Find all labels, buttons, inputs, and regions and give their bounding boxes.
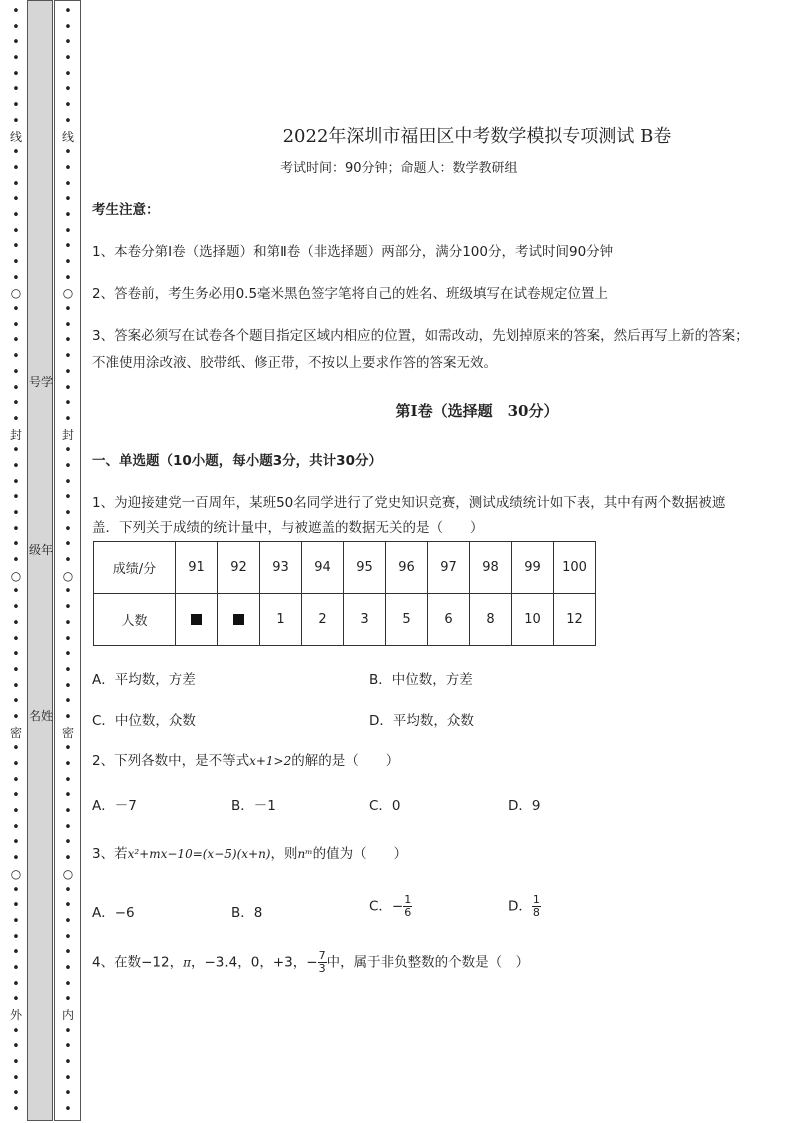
- outer-dot: •: [12, 176, 20, 192]
- name-label: 名姓: [28, 709, 53, 723]
- q3-stem-pre: 3、若: [92, 846, 128, 862]
- inner-dot: •: [64, 945, 72, 961]
- outer-dot: •: [12, 98, 20, 114]
- outer-dot: •: [12, 537, 20, 553]
- inner-dot: •: [64, 66, 72, 82]
- q3-stem: [92, 842, 752, 866]
- outer-dot: •: [12, 835, 20, 851]
- table-cell-score: 95: [344, 542, 386, 594]
- inner-dot: •: [64, 364, 72, 380]
- outer-seal-line: [8, 4, 24, 1118]
- outer-circle-mark: ○: [10, 286, 22, 301]
- outer-dot: •: [12, 474, 20, 490]
- outer-dot: •: [12, 709, 20, 725]
- inner-dot: •: [64, 4, 72, 19]
- table-cell-count: 8: [470, 594, 512, 646]
- inner-dot: •: [64, 98, 72, 114]
- q1-option-a: A．平均数，方差: [92, 672, 196, 688]
- outer-dot: •: [12, 113, 20, 129]
- outer-dot: •: [12, 851, 20, 867]
- outer-dot: •: [12, 1039, 20, 1055]
- inner-dot: •: [64, 19, 72, 35]
- inner-dot: •: [64, 1086, 72, 1102]
- inner-dot: •: [64, 741, 72, 757]
- inner-dot: •: [64, 788, 72, 804]
- outer-dot: •: [12, 976, 20, 992]
- inner-dot: •: [64, 176, 72, 192]
- table-cell-score: 93: [260, 542, 302, 594]
- outer-dot: •: [12, 521, 20, 537]
- q3-stem-post: 的值为（ ）: [312, 846, 408, 862]
- inner-dot: •: [64, 1023, 72, 1039]
- inner-dot: •: [64, 835, 72, 851]
- outer-dot: •: [12, 1070, 20, 1086]
- outer-dot: •: [12, 35, 20, 51]
- outer-dot: •: [12, 458, 20, 474]
- inner-dot: •: [64, 757, 72, 772]
- outer-dot: •: [12, 615, 20, 631]
- outer-seal-char: 外: [9, 1008, 22, 1022]
- inner-dot: •: [64, 160, 72, 176]
- q3-option-c-fraction: [403, 894, 412, 919]
- inner-circle-mark: ○: [62, 568, 74, 583]
- outer-seal-char: 封: [9, 427, 22, 442]
- outer-dot: •: [12, 662, 20, 678]
- notice-heading: 考生注意：: [92, 202, 160, 218]
- table-cell-score: 91: [176, 542, 218, 594]
- q4-stem-mid: ，−3.4，0，+3，−: [190, 954, 318, 971]
- inner-dot: •: [64, 396, 72, 412]
- inner-seal-char: 内: [61, 1008, 74, 1022]
- outer-dot: •: [12, 160, 20, 176]
- fraction-denominator: 3: [318, 962, 326, 975]
- outer-dot: •: [12, 396, 20, 412]
- q2-option-c: C．0: [369, 798, 401, 814]
- inner-dot: •: [64, 600, 72, 616]
- inner-dot: •: [64, 1055, 72, 1071]
- inner-dot: •: [64, 380, 72, 396]
- q3-option-b: B．8: [231, 905, 263, 921]
- outer-dot: •: [12, 1023, 20, 1039]
- inner-dot: •: [64, 270, 72, 286]
- notice-item-3: 3、答案必须写在试卷各个题目指定区域内相应的位置，如需改动，先划掉原来的答案，然后再写上新的答案；不准使用涂改液、胶带纸、修正带，不按以上要求作答的答案无效。: [92, 328, 749, 371]
- outer-dot: •: [12, 349, 20, 365]
- inner-dot: •: [64, 349, 72, 365]
- q1-stem: 1、为迎接建党一百周年，某班50名同学进行了党史知识竞赛，测试成绩统计如下表，其中有两个数据被遮盖．下列关于成绩的统计量中，与被遮盖的数据无关的是（ ）: [92, 495, 726, 536]
- q4-stem-post: 中，属于非负整数的个数是（ ）: [326, 954, 530, 971]
- inner-dot: •: [64, 882, 72, 898]
- q4-stem: [92, 950, 752, 975]
- inner-dot: •: [64, 239, 72, 255]
- outer-dot: •: [12, 51, 20, 67]
- inner-dot: •: [64, 678, 72, 694]
- q1-option-d: D．平均数，众数: [369, 713, 474, 729]
- notice-item-2: 2、答卷前，考生务必用0.5毫米黑色签字笔将自己的姓名、班级填写在试卷规定位置上: [92, 286, 609, 302]
- inner-dot: •: [64, 458, 72, 474]
- outer-dot: •: [12, 223, 20, 239]
- outer-dot: •: [12, 553, 20, 569]
- outer-dot: •: [12, 1102, 20, 1118]
- table-cell-score: 94: [302, 542, 344, 594]
- table-cell-score: 97: [428, 542, 470, 594]
- masked-square-icon: [191, 614, 202, 625]
- table-cell-count: 6: [428, 594, 470, 646]
- table-cell-count: [176, 594, 218, 646]
- masked-square-icon: [233, 614, 244, 625]
- inner-dot: •: [64, 333, 72, 349]
- inner-seal-char: 封: [61, 427, 74, 442]
- fraction-numerator: 1: [532, 893, 540, 906]
- table-row-scores: [94, 542, 596, 594]
- fraction-denominator: 8: [532, 906, 540, 919]
- inner-circle-mark: ○: [62, 286, 74, 301]
- q2-option-b: B．－1: [231, 798, 276, 814]
- table-cell-count: 2: [302, 594, 344, 646]
- table-cell-score: 99: [512, 542, 554, 594]
- inner-dot: •: [64, 615, 72, 631]
- outer-dot: •: [12, 772, 20, 788]
- outer-dot: •: [12, 364, 20, 380]
- inner-dot: •: [64, 898, 72, 914]
- inner-dot: •: [64, 1070, 72, 1086]
- outer-circle-mark: ○: [10, 568, 22, 583]
- section-title: 第I卷（选择题 30分）: [395, 402, 559, 420]
- q2-option-a: A．－7: [92, 798, 137, 814]
- outer-dot: •: [12, 317, 20, 333]
- q2-stem-post: 的解的是（ ）: [291, 753, 400, 769]
- inner-dot: •: [64, 929, 72, 945]
- table-cell-count: 12: [554, 594, 596, 646]
- q3-option-a: A．−6: [92, 905, 135, 921]
- inner-dot: •: [64, 443, 72, 459]
- inner-dot: •: [64, 1102, 72, 1118]
- outer-dot: •: [12, 1055, 20, 1071]
- outer-dot: •: [12, 4, 20, 19]
- table-cell-count: 3: [344, 594, 386, 646]
- q2-inequality: x+1>2: [249, 754, 292, 768]
- outer-dot: •: [12, 678, 20, 694]
- q3-option-d: [508, 894, 541, 919]
- inner-dot: •: [64, 647, 72, 663]
- table-cell-score: 96: [386, 542, 428, 594]
- page-title: 2022年深圳市福田区中考数学模拟专项测试 B卷: [282, 126, 672, 147]
- inner-dot: •: [64, 255, 72, 270]
- notice-item-1: 1、本卷分第I卷（选择题）和第Ⅱ卷（非选择题）两部分，满分100分，考试时间90分钟: [92, 244, 614, 260]
- outer-dot: •: [12, 506, 20, 521]
- q2-option-d: D．9: [508, 798, 541, 814]
- fraction-numerator: 1: [404, 893, 412, 906]
- inner-dot: •: [64, 490, 72, 506]
- table-cell-count: 1: [260, 594, 302, 646]
- q3-power: nᵐ: [297, 847, 313, 861]
- outer-dot: •: [12, 929, 20, 945]
- q3-option-d-prefix: D．: [508, 898, 532, 915]
- outer-circle-mark: ○: [10, 866, 22, 881]
- inner-dot: •: [64, 411, 72, 427]
- outer-dot: •: [12, 19, 20, 35]
- outer-dot: •: [12, 945, 20, 961]
- outer-dot: •: [12, 66, 20, 82]
- q4-pi: π: [183, 955, 191, 970]
- inner-dot: •: [64, 223, 72, 239]
- q1-score-table: [93, 541, 596, 646]
- outer-dot: •: [12, 443, 20, 459]
- inner-dot: •: [64, 694, 72, 710]
- inner-dot: •: [64, 207, 72, 223]
- fraction-denominator: 6: [404, 906, 412, 919]
- inner-dot: •: [64, 804, 72, 820]
- inner-dot: •: [64, 506, 72, 521]
- inner-seal-line: [60, 4, 76, 1118]
- outer-dot: •: [12, 741, 20, 757]
- outer-dot: •: [12, 192, 20, 208]
- outer-dot: •: [12, 584, 20, 600]
- table-header-score: 成绩/分: [94, 542, 176, 594]
- q2-stem-pre: 2、下列各数中，是不等式: [92, 753, 250, 769]
- outer-dot: •: [12, 804, 20, 820]
- outer-dot: •: [12, 788, 20, 804]
- inner-dot: •: [64, 976, 72, 992]
- binding-margin: [0, 0, 82, 1123]
- outer-dot: •: [12, 694, 20, 710]
- inner-dot: •: [64, 819, 72, 835]
- outer-dot: •: [12, 380, 20, 396]
- fraction-numerator: 7: [318, 949, 326, 962]
- table-cell-score: 100: [554, 542, 596, 594]
- table-cell-score: 98: [470, 542, 512, 594]
- inner-seal-char: 线: [61, 129, 74, 144]
- inner-dot: •: [64, 1039, 72, 1055]
- inner-dot: •: [64, 584, 72, 600]
- outer-dot: •: [12, 270, 20, 286]
- inner-dot: •: [64, 474, 72, 490]
- q3-option-c-prefix: C．−: [369, 898, 404, 915]
- q3-equation: x²+mx−10=(x−5)(x+n): [127, 847, 271, 861]
- q4-fraction: [318, 950, 327, 975]
- outer-dot: •: [12, 333, 20, 349]
- inner-dot: •: [64, 662, 72, 678]
- inner-dot: •: [64, 913, 72, 929]
- q1-option-b: B．中位数，方差: [369, 672, 473, 688]
- inner-circle-mark: ○: [62, 866, 74, 881]
- table-cell-count: 5: [386, 594, 428, 646]
- outer-dot: •: [12, 913, 20, 929]
- q1-option-c: C．中位数，众数: [92, 713, 196, 729]
- q3-option-c: [369, 894, 412, 919]
- outer-dot: •: [12, 145, 20, 161]
- table-cell-count: 10: [512, 594, 554, 646]
- inner-dot: •: [64, 82, 72, 98]
- inner-dot: •: [64, 709, 72, 725]
- outer-dot: •: [12, 82, 20, 98]
- outer-dot: •: [12, 898, 20, 914]
- class-label: 级年: [28, 543, 53, 557]
- outer-dot: •: [12, 960, 20, 976]
- outer-dot: •: [12, 302, 20, 318]
- q2-stem: [92, 749, 752, 773]
- inner-dot: •: [64, 113, 72, 129]
- part-heading: 一、单选题（10小题，每小题3分，共计30分）: [92, 453, 382, 469]
- outer-dot: •: [12, 600, 20, 616]
- outer-dot: •: [12, 490, 20, 506]
- table-cell-score: 92: [218, 542, 260, 594]
- outer-dot: •: [12, 647, 20, 663]
- outer-dot: •: [12, 1086, 20, 1102]
- inner-dot: •: [64, 35, 72, 51]
- inner-dot: •: [64, 537, 72, 553]
- exam-info: 考试时间：90分钟；命题人：数学教研组: [280, 161, 518, 176]
- outer-dot: •: [12, 239, 20, 255]
- outer-seal-char: 密: [9, 725, 22, 740]
- inner-seal-char: 密: [61, 725, 74, 740]
- inner-dot: •: [64, 992, 72, 1008]
- q3-option-d-fraction: [532, 894, 541, 919]
- inner-dot: •: [64, 553, 72, 569]
- outer-dot: •: [12, 255, 20, 270]
- inner-dot: •: [64, 302, 72, 318]
- student-info-bar: [27, 0, 53, 1121]
- inner-dot: •: [64, 192, 72, 208]
- outer-dot: •: [12, 757, 20, 772]
- inner-dot: •: [64, 772, 72, 788]
- q4-stem-pre: 4、在数−12，: [92, 954, 184, 971]
- table-header-count: 人数: [94, 594, 176, 646]
- inner-dot: •: [64, 317, 72, 333]
- outer-dot: •: [12, 882, 20, 898]
- inner-dot: •: [64, 631, 72, 647]
- outer-seal-char: 线: [9, 129, 22, 144]
- inner-dot: •: [64, 960, 72, 976]
- outer-dot: •: [12, 411, 20, 427]
- outer-dot: •: [12, 819, 20, 835]
- table-cell-count: [218, 594, 260, 646]
- table-row-counts: [94, 594, 596, 646]
- inner-dot: •: [64, 145, 72, 161]
- inner-dot: •: [64, 851, 72, 867]
- outer-dot: •: [12, 631, 20, 647]
- inner-dot: •: [64, 51, 72, 67]
- outer-dot: •: [12, 992, 20, 1008]
- outer-dot: •: [12, 207, 20, 223]
- student-id-label: 号学: [28, 375, 53, 389]
- inner-dot: •: [64, 521, 72, 537]
- q3-stem-mid: ，则: [270, 846, 298, 862]
